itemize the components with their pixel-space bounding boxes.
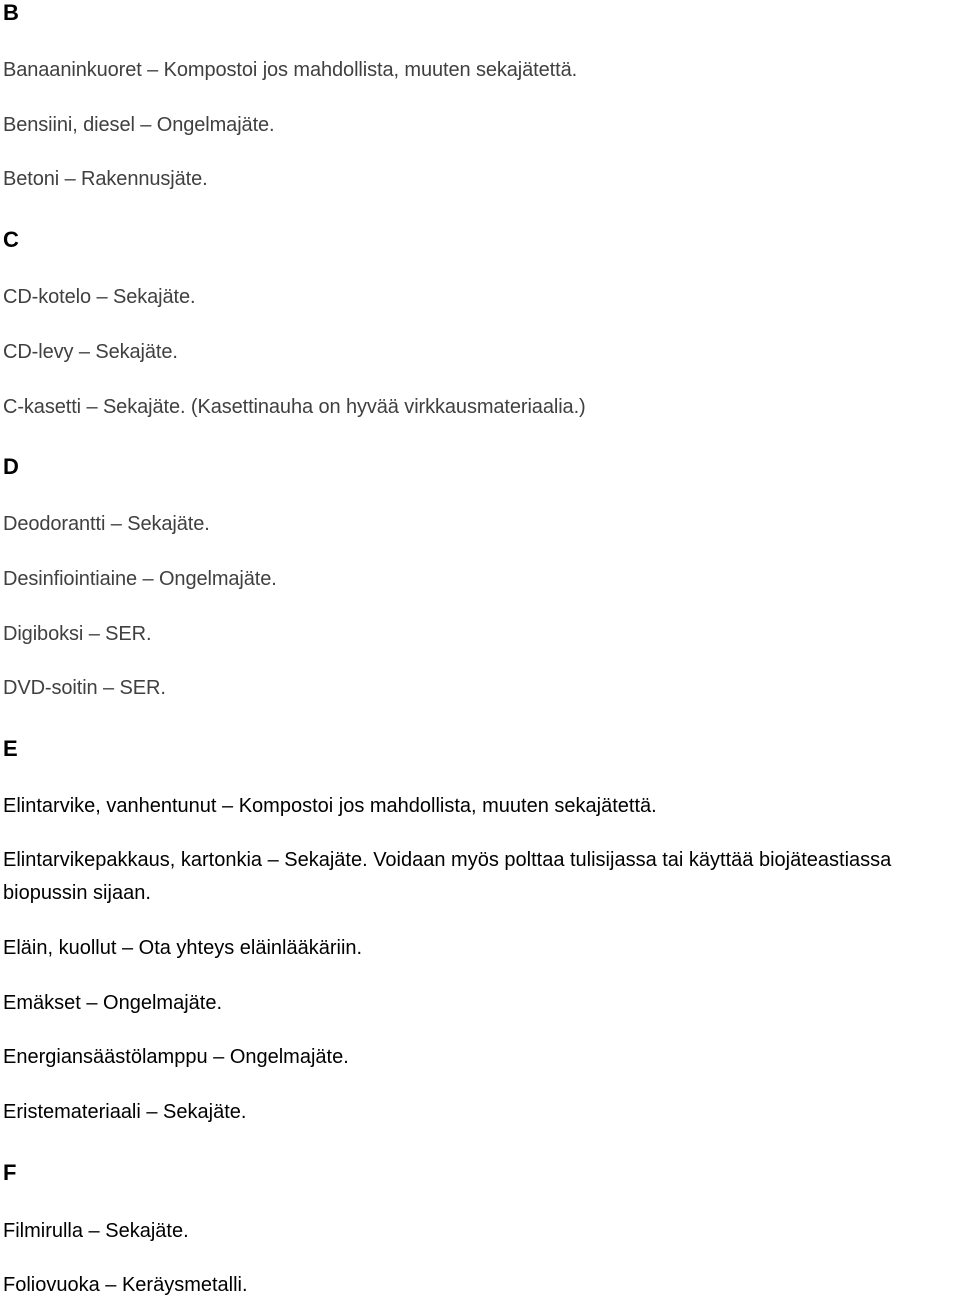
entry-c-kasetti: C-kasetti – Sekajäte. (Kasettinauha on hyvää virkkausmateriaalia.)	[3, 396, 586, 418]
entry-elintarvike-vanhentunut: Elintarvike, vanhentunut – Kompostoi jos mahdollista, muuten sekajätettä.	[3, 795, 657, 817]
entry-elintarvikepakkaus: Elintarvikepakkaus, kartonkia – Sekajäte. Voidaan myös polttaa tulisijassa tai käyttää biojäteastiassa biopussin sijaan.	[3, 849, 892, 904]
entry-eristemateriaali: Eristemateriaali – Sekajäte.	[3, 1101, 247, 1123]
entry-dvd-soitin: DVD-soitin – SER.	[3, 677, 166, 699]
entry-elain-kuollut: Eläin, kuollut – Ota yhteys eläinlääkäriin.	[3, 937, 363, 959]
section-heading-b: B	[3, 0, 19, 25]
section-heading-f: F	[3, 1160, 17, 1185]
section-heading-d: D	[3, 454, 19, 479]
entry-betoni: Betoni – Rakennusjäte.	[3, 168, 208, 190]
entry-bensiini: Bensiini, diesel – Ongelmajäte.	[3, 114, 275, 136]
entry-deodorantti: Deodorantti – Sekajäte.	[3, 513, 210, 535]
section-heading-c: C	[3, 227, 19, 252]
entry-cd-levy: CD-levy – Sekajäte.	[3, 341, 178, 363]
entry-cd-kotelo: CD-kotelo – Sekajäte.	[3, 286, 196, 308]
entry-filmirulla: Filmirulla – Sekajäte.	[3, 1220, 189, 1242]
entry-desinfiointiaine: Desinfiointiaine – Ongelmajäte.	[3, 568, 277, 590]
section-heading-e: E	[3, 736, 18, 761]
entry-foliovuoka: Foliovuoka – Keräysmetalli.	[3, 1274, 248, 1296]
entry-digiboksi: Digiboksi – SER.	[3, 623, 152, 645]
entry-banaaninkuoret: Banaaninkuoret – Kompostoi jos mahdollista, muuten sekajätettä.	[3, 59, 578, 81]
entry-emakset: Emäkset – Ongelmajäte.	[3, 992, 222, 1014]
entry-energiansaastolamppu: Energiansäästölamppu – Ongelmajäte.	[3, 1046, 349, 1068]
